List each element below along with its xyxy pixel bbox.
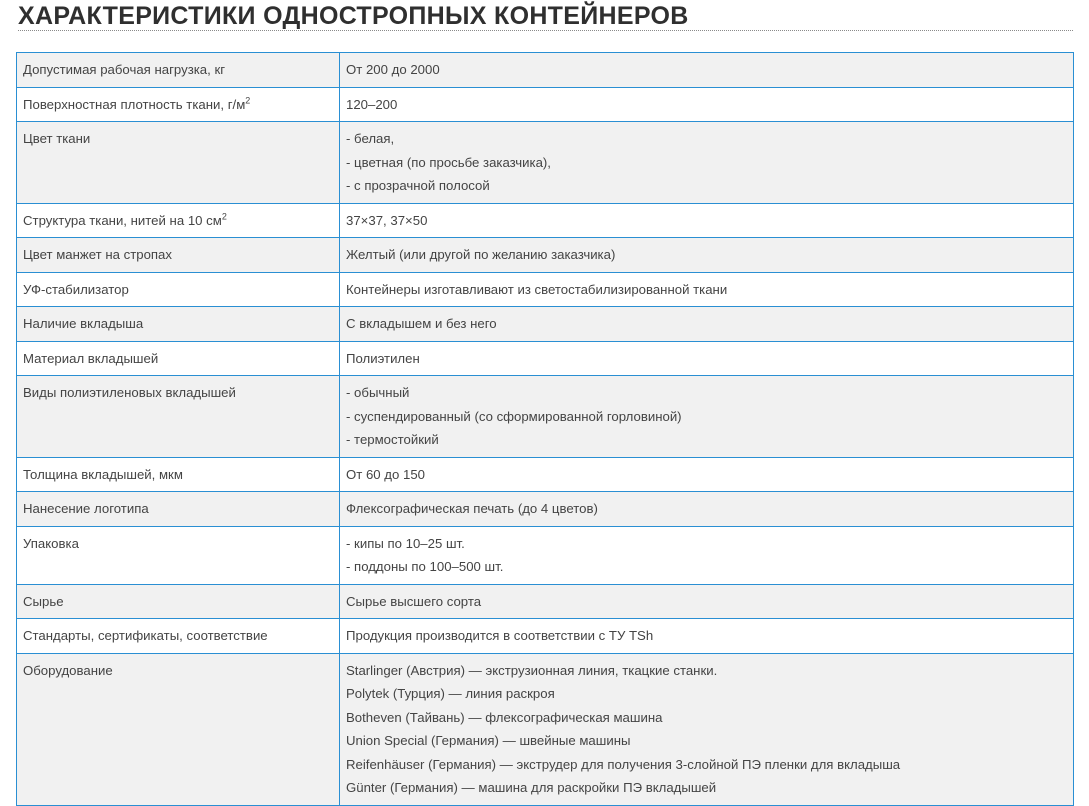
property-value-cell (340, 526, 1074, 584)
property-name: Наличие вкладыша (23, 316, 144, 331)
property-name-cell (17, 457, 340, 492)
property-name-cell (17, 122, 340, 204)
property-name: Оборудование (23, 662, 113, 678)
property-value-line: Сырье высшего сорта (346, 593, 482, 609)
property-name-cell (17, 584, 340, 619)
property-value-cell (340, 122, 1074, 204)
property-name-cell (17, 53, 340, 88)
property-value-cell (340, 272, 1074, 307)
property-value-cell (340, 457, 1074, 492)
property-value-line: 37×37, 37×50 (346, 212, 428, 228)
table-row (17, 492, 1074, 527)
property-value-line: - цветная (по просьбе заказчика), (346, 154, 551, 170)
property-value-line: - с прозрачной полосой (346, 178, 490, 193)
property-value-line: Флексографическая печать (до 4 цветов) (346, 501, 598, 516)
property-value-cell (340, 492, 1074, 527)
property-name-cell (17, 653, 340, 805)
table-row (17, 457, 1074, 492)
title-divider (18, 30, 1073, 31)
property-value-line: Botheven (Тайвань) — флексографическая машина (346, 709, 663, 725)
property-value-line: Günter (Германия) — машина для раскройки ПЭ вкладышей (346, 780, 717, 795)
property-value-cell (340, 203, 1074, 238)
property-name-cell (17, 307, 340, 342)
property-name-cell (17, 619, 340, 654)
table-row (17, 341, 1074, 376)
property-value-line: Starlinger (Австрия) — экструзионная линия, ткацкие станки. (346, 662, 718, 678)
property-value-cell (340, 53, 1074, 88)
table-row (17, 238, 1074, 273)
property-name-cell (17, 238, 340, 273)
property-name: Поверхностная плотность ткани, г/м (23, 96, 246, 112)
property-value-line: Полиэтилен (346, 350, 420, 366)
property-value-cell (340, 307, 1074, 342)
property-value-line: - обычный (346, 385, 410, 400)
property-name-cell (17, 341, 340, 376)
property-name: Структура ткани, нитей на 10 см (23, 212, 222, 228)
property-value-line: Union Special (Германия) — швейные машины (346, 733, 631, 748)
property-value-cell (340, 653, 1074, 805)
unit-superscript: 2 (221, 211, 227, 222)
property-value-line: Желтый (или другой по желанию заказчика) (346, 247, 616, 262)
property-name: Упаковка (23, 535, 79, 551)
table-row (17, 619, 1074, 654)
property-value-cell (340, 238, 1074, 273)
table-row (17, 122, 1074, 204)
property-value-line: Reifenhäuser (Германия) — экструдер для получения 3-слойной ПЭ пленки для вкладыша (346, 756, 901, 772)
property-name: Сырье (23, 593, 64, 609)
property-value-cell (340, 619, 1074, 654)
property-name: Нанесение логотипа (23, 501, 149, 516)
specifications-table-body (17, 53, 1074, 806)
property-name-cell (17, 526, 340, 584)
property-value-line: Контейнеры изготавливают из светостабилизированной ткани (346, 281, 728, 297)
property-name: Цвет ткани (23, 131, 91, 146)
property-name-cell (17, 203, 340, 238)
property-value-line: Polytek (Турция) — линия раскроя (346, 686, 555, 701)
table-row (17, 307, 1074, 342)
property-name: Материал вкладышей (23, 350, 159, 366)
property-value-line: - белая, (346, 131, 395, 146)
property-value-line: С вкладышем и без него (346, 316, 497, 331)
property-name-cell (17, 272, 340, 307)
property-name: Стандарты, сертификаты, соответствие (23, 628, 268, 643)
property-value-line: - суспендированный (со сформированной горловиной) (346, 408, 682, 424)
property-value-line: 120–200 (346, 96, 398, 112)
table-row (17, 653, 1074, 805)
property-value-cell (340, 376, 1074, 458)
table-row (17, 53, 1074, 88)
property-value-cell (340, 87, 1074, 122)
property-name: Виды полиэтиленовых вкладышей (23, 385, 236, 400)
property-value-cell (340, 341, 1074, 376)
property-value-line: От 200 до 2000 (346, 62, 440, 77)
property-value-cell (340, 584, 1074, 619)
property-name: УФ-стабилизатор (23, 281, 129, 297)
table-row (17, 203, 1074, 238)
page-title: ХАРАКТЕРИСТИКИ ОДНОСТРОПНЫХ КОНТЕЙНЕРОВ (18, 2, 689, 30)
specifications-table (16, 52, 1074, 806)
property-value-line: Продукция производится в соответствии с ТУ TSh (346, 628, 654, 643)
property-value-line: От 60 до 150 (346, 466, 425, 482)
property-name-cell (17, 87, 340, 122)
property-name-cell (17, 376, 340, 458)
property-name: Толщина вкладышей, мкм (23, 466, 183, 482)
property-name: Допустимая рабочая нагрузка, кг (23, 62, 226, 77)
table-row (17, 376, 1074, 458)
property-value-line: - поддоны по 100–500 шт. (346, 559, 504, 574)
unit-superscript: 2 (245, 95, 251, 106)
property-name: Цвет манжет на стропах (23, 247, 172, 262)
table-row (17, 272, 1074, 307)
table-row (17, 526, 1074, 584)
table-row (17, 584, 1074, 619)
property-value-line: - термостойкий (346, 432, 439, 447)
property-name-cell (17, 492, 340, 527)
table-row (17, 87, 1074, 122)
property-value-line: - кипы по 10–25 шт. (346, 535, 465, 551)
